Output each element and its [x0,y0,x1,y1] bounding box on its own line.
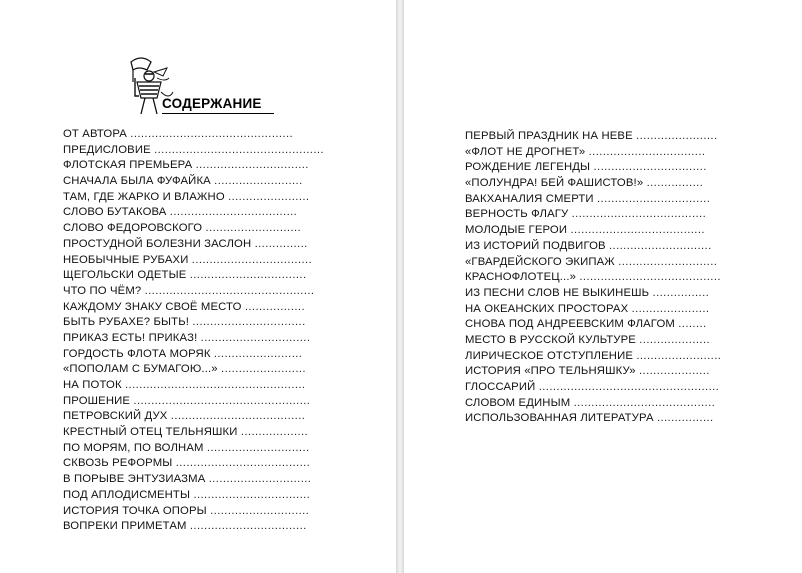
toc-entry-leader: ................. [244,300,306,313]
toc-entry-leader: ........................................ [573,396,716,409]
toc-entry [63,127,325,143]
toc-entry-leader: ................................. [193,488,311,501]
toc-entry-leader: ...................................... [170,410,306,423]
toc-entry [63,347,325,363]
toc-entry-leader: ...................................... [175,457,311,470]
toc-entry-leader: .................................. [191,253,313,266]
toc-entry-leader: ...................................... [571,208,707,221]
toc-entry-title: БЫТЬ РУБАХЕ? БЫТЬ! [63,316,190,329]
toc-entry-leader: ................ [656,412,714,425]
toc-entry-title: ПРЕДИСЛОВИЕ [63,143,151,156]
toc-entry-leader: ................................. [189,520,307,533]
toc-entry-title: КРАСНОФЛОТЕЦ...» [465,271,577,284]
toc-entry-title: ПРОСТУДНОЙ БОЛЕЗНИ ЗАСЛОН [63,237,252,250]
toc-entry-leader: ........................................ [579,271,721,284]
toc-entry [63,221,325,237]
toc-entry-leader: ................................ [593,161,707,174]
toc-entry-leader: ........ [678,318,707,331]
toc-entry [465,396,727,412]
toc-entry-leader: ................................................ [144,284,315,297]
toc-entry-title: ЩЕГОЛЬСКИ ОДЕТЫЕ [63,269,187,282]
toc-entry-leader: ............................. [609,239,712,252]
toc-entry [63,425,325,441]
toc-entry [63,158,325,174]
toc-entry-title: ПОД АПЛОДИСМЕНТЫ [63,488,191,501]
toc-entry [63,315,325,331]
toc-entry-title: КРЕСТНЫЙ ОТЕЦ ТЕЛЬНЯШКИ [63,426,238,439]
toc-entry-title: ИЗ ПЕСНИ СЛОВ НЕ ВЫКИНЕШЬ [465,286,650,299]
toc-entry-leader: ................................ [597,192,711,205]
toc-entry-leader: ........................ [221,363,306,376]
toc-entry-leader: ............................ [210,504,310,517]
toc-entry-leader: ......................... [214,175,303,188]
toc-entry-title: МЕСТО В РУССКОЙ КУЛЬТУРЕ [465,333,636,346]
toc-entry [465,223,727,239]
toc-entry-title: ПРОШЕНИЕ [63,394,131,407]
toc-entry-title: ГЛОССАРИЙ [465,381,536,393]
toc-entry-title: СКВОЗЬ РЕФОРМЫ [63,457,173,470]
toc-entry-title: НА ПОТОК [63,379,122,391]
toc-entry [63,190,325,206]
toc-entry-leader: ...................... [631,302,710,315]
toc-entry-title: ИЗ ИСТОРИЙ ПОДВИГОВ [465,239,606,252]
toc-entry-title: ИСТОРИЯ ТОЧКА ОПОРЫ [63,504,207,517]
toc-entry [63,472,325,488]
toc-entry [465,364,727,380]
left-page [0,0,396,573]
toc-entry-title: ФЛОТСКАЯ ПРЕМЬЕРА [63,159,193,172]
toc-entry-leader: ....................... [228,190,310,203]
toc-entry-leader: .................................... [169,206,298,219]
toc-entry-title: СЛОВО БУТАКОВА [63,206,167,219]
toc-entry-leader: .................... [639,365,710,378]
toc-entry [465,207,727,223]
toc-entry [465,160,727,176]
toc-entry [465,411,727,427]
toc-entry-leader: .............................................. [130,128,294,140]
toc-entry-leader: ................... [240,426,309,439]
toc-entry-title: «ПОПОЛАМ С БУМАГОЮ...» [63,363,218,376]
toc-list-left [63,127,325,535]
toc-entry [63,331,325,347]
toc-entry-title: КАЖДОМУ ЗНАКУ СВОЁ МЕСТО [63,300,242,313]
toc-entry-title: В ПОРЫВЕ ЭНТУЗИАЗМА [63,473,206,486]
toc-entry [465,239,727,255]
toc-entry-leader: ................................. [189,269,307,282]
toc-entry-leader: ................................. [588,145,706,158]
toc-entry [63,519,325,535]
toc-entry-leader: ........................ [636,349,722,362]
toc-entry-leader: ................................ [192,316,306,329]
toc-entry [465,129,727,145]
toc-entry-title: ВОПРЕКИ ПРИМЕТАМ [63,520,187,533]
toc-entry-title: ТАМ, ГДЕ ЖАРКО И ВЛАЖНО [63,190,225,203]
toc-entry-leader: ........................... [205,222,302,235]
toc-entry-title: ОТ АВТОРА [63,128,127,140]
toc-entry [465,380,727,396]
toc-entry-title: НЕОБЫЧНЫЕ РУБАХИ [63,253,189,266]
toc-entry [63,300,325,316]
toc-entry-leader: ................................................... [538,381,720,393]
toc-entry [465,176,727,192]
toc-entry-title: СНОВА ПОД АНДРЕЕВСКИМ ФЛАГОМ [465,318,675,331]
toc-entry [465,255,727,271]
toc-entry-leader: ................................ [195,159,309,172]
toc-entry [465,317,727,333]
toc-entry [465,145,727,161]
toc-entry [465,302,727,318]
toc-entry-title: ВЕРНОСТЬ ФЛАГУ [465,208,569,221]
toc-entry [63,253,325,269]
toc-entry [63,456,325,472]
toc-entry-title: СНАЧАЛА БЫЛА ФУФАЙКА [63,175,211,188]
toc-entry-leader: ................ [652,286,710,299]
toc-entry [63,488,325,504]
toc-entry-title: РОЖДЕНИЕ ЛЕГЕНДЫ [465,161,591,174]
toc-entry [465,270,727,286]
toc-entry-leader: .................................................. [133,394,311,407]
toc-entry-title: ВАКХАНАЛИЯ СМЕРТИ [465,192,594,205]
toc-entry-title: ИСТОРИЯ «ПРО ТЕЛЬНЯШКУ» [465,365,636,378]
toc-entry-leader: ...................................... [570,224,705,237]
toc-entry [63,268,325,284]
right-page [404,0,802,573]
toc-entry [63,362,325,378]
toc-entry-title: ГОРДОСТЬ ФЛОТА МОРЯК [63,347,211,360]
toc-entry-title: ПРИКАЗ ЕСТЬ! ПРИКАЗ! [63,331,198,344]
toc-entry [465,349,727,365]
toc-entry-leader: ............................ [618,255,718,268]
toc-heading: СОДЕРЖАНИЕ [162,96,274,114]
toc-entry-title: МОЛОДЫЕ ГЕРОИ [465,224,568,237]
toc-entry [63,378,325,394]
toc-entry-leader: ................................................ [154,143,324,156]
toc-entry-title: ПЕРВЫЙ ПРАЗДНИК НА НЕВЕ [465,130,633,142]
toc-entry [63,174,325,190]
toc-entry-title: СЛОВОМ ЕДИНЫМ [465,396,571,409]
toc-entry-title: НА ОКЕАНСКИХ ПРОСТОРАХ [465,302,629,315]
toc-entry-title: «ГВАРДЕЙСКОГО ЭКИПАЖ [465,255,615,268]
toc-list-right [465,129,727,427]
toc-entry [63,441,325,457]
book-gutter [396,0,404,573]
toc-entry-title: СЛОВО ФЕДОРОВСКОГО [63,222,203,235]
toc-entry-title: ЛИРИЧЕСКОЕ ОТСТУПЛЕНИЕ [465,349,634,362]
toc-entry-leader: ............................... [200,331,311,344]
toc-entry [63,284,325,300]
toc-entry [63,409,325,425]
toc-entry-leader: ............... [254,237,308,250]
toc-entry [465,333,727,349]
toc-entry-title: «ФЛОТ НЕ ДРОГНЕТ» [465,145,586,158]
toc-entry [63,143,325,159]
toc-entry-leader: ............................. [208,473,312,486]
toc-entry [63,205,325,221]
toc-entry [63,504,325,520]
toc-entry-leader: .................... [639,333,711,346]
toc-entry [465,286,727,302]
toc-entry-leader: ....................... [636,130,718,142]
toc-entry-leader: ......................... [213,347,303,360]
toc-entry [465,192,727,208]
toc-entry-leader: ............................. [206,441,310,454]
toc-entry [63,394,325,410]
toc-entry-leader: ................ [646,177,704,190]
toc-entry-title: ИСПОЛЬЗОВАННАЯ ЛИТЕРАТУРА [465,412,654,425]
toc-entry-title: «ПОЛУНДРА! БЕЙ ФАШИСТОВ!» [465,177,644,190]
toc-entry-title: ПО МОРЯМ, ПО ВОЛНАМ [63,441,204,454]
toc-entry [63,237,325,253]
toc-entry-title: ЧТО ПО ЧЁМ? [63,284,142,297]
toc-entry-title: ПЕТРОВСКИЙ ДУХ [63,410,168,423]
toc-entry-leader: ................................................... [125,379,306,391]
